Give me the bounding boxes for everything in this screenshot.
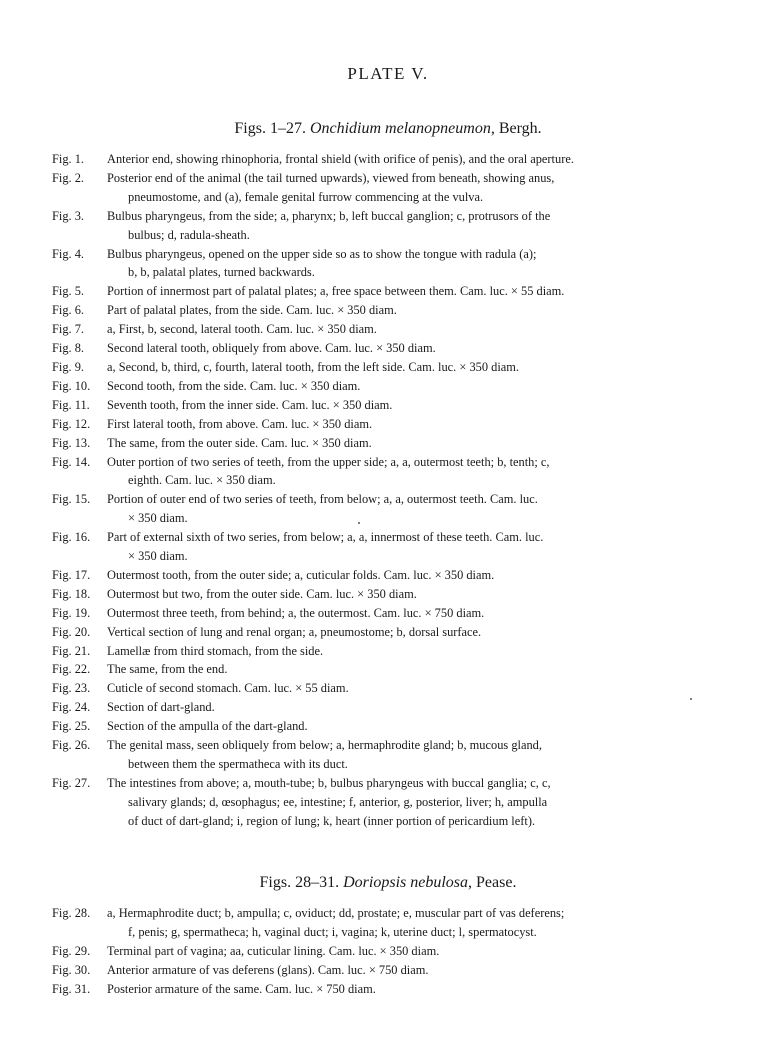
- caption-line: b, b, palatal plates, turned backwards.: [128, 265, 315, 280]
- figure-number: Fig. 25.: [52, 719, 91, 734]
- figure-caption: [52, 774, 724, 831]
- species-name: Doriopsis nebulosa: [343, 874, 469, 891]
- figure-number: Fig. 28.: [52, 906, 91, 920]
- figure-number: Fig. 11.: [52, 397, 90, 412]
- figure-description: [107, 623, 724, 642]
- figure-description: [107, 942, 724, 961]
- figure-caption: [52, 150, 724, 169]
- figure-number: Fig. 6.: [52, 303, 85, 318]
- caption-line: Outermost tooth, from the outer side; a, cuticular folds. Cam. luc. × 350 diam.: [107, 567, 495, 582]
- caption-line: Anterior armature of vas deferens (glans). Cam. luc. × 750 diam.: [107, 962, 429, 977]
- figure-description: [107, 604, 724, 623]
- figure-number: Fig. 1.: [52, 152, 85, 166]
- figure-caption: [52, 566, 724, 585]
- figure-number: Fig. 10.: [52, 378, 91, 393]
- figure-description: [107, 245, 724, 283]
- figure-description: [107, 736, 724, 774]
- figure-description: [107, 566, 724, 585]
- caption-line: a, First, b, second, lateral tooth. Cam. luc. × 350 diam.: [107, 322, 377, 337]
- caption-line: Part of palatal plates, from the side. Cam. luc. × 350 diam.: [107, 303, 397, 318]
- figure-description: [107, 169, 724, 207]
- figure-caption: [52, 453, 724, 491]
- figure-number: Fig. 26.: [52, 738, 91, 753]
- caption-line: Portion of outer end of two series of teeth, from below; a, a, outermost teeth. Cam. luc.: [107, 492, 538, 507]
- figure-description: [107, 301, 724, 320]
- figure-description: [107, 339, 724, 358]
- figure-caption: [52, 245, 724, 283]
- figure-number: Fig. 16.: [52, 530, 91, 545]
- section-title-onchidium: [0, 120, 776, 138]
- section-title-doriopsis: [0, 874, 776, 892]
- figure-caption: [52, 980, 724, 999]
- figure-caption: [52, 434, 724, 453]
- caption-line: Lamellæ from third stomach, from the side.: [107, 643, 324, 658]
- caption-line: Posterior armature of the same. Cam. luc. × 750 diam.: [107, 981, 376, 996]
- figure-caption: [52, 490, 724, 528]
- caption-line: Second tooth, from the side. Cam. luc. × 350 diam.: [107, 378, 361, 393]
- species-name: Onchidium melanopneumon: [309, 120, 491, 137]
- figure-caption: [52, 904, 724, 942]
- figure-description: [107, 207, 724, 245]
- figure-caption: [52, 942, 724, 961]
- caption-line: f, penis; g, spermatheca; h, vaginal duct; i, vagina; k, uterine duct; l, spermatocyst.: [128, 924, 537, 939]
- caption-line: Portion of innermost part of palatal plates; a, free space between them. Cam. luc. × 55 diam.: [107, 284, 565, 299]
- figure-caption: [52, 698, 724, 717]
- caption-line: eighth. Cam. luc. × 350 diam.: [128, 473, 276, 488]
- caption-line: of duct of dart-gland; i, region of lung; k, heart (inner portion of pericardium left).: [128, 813, 536, 828]
- caption-line: Outer portion of two series of teeth, from the upper side; a, a, outermost teeth; b, tenth; c,: [107, 454, 550, 469]
- figure-number: Fig. 24.: [52, 700, 91, 715]
- figure-caption: [52, 736, 724, 774]
- figure-number: Fig. 2.: [52, 170, 85, 185]
- figure-number: Fig. 5.: [52, 284, 85, 299]
- figure-caption: [52, 169, 724, 207]
- figure-description: [107, 961, 724, 980]
- caption-line: First lateral tooth, from above. Cam. luc. × 350 diam.: [107, 416, 373, 431]
- figure-number: Fig. 20.: [52, 624, 91, 639]
- caption-line: Terminal part of vagina; aa, cuticular lining. Cam. luc. × 350 diam.: [107, 943, 440, 958]
- figure-description: [107, 980, 724, 999]
- caption-line: Vertical section of lung and renal organ; a, pneumostome; b, dorsal surface.: [107, 624, 482, 639]
- figure-number: Fig. 17.: [52, 567, 91, 582]
- figure-caption: [52, 282, 724, 301]
- figure-description: [107, 528, 724, 566]
- figure-caption: [52, 396, 724, 415]
- figure-caption: [52, 358, 724, 377]
- caption-line: Outermost three teeth, from behind; a, the outermost. Cam. luc. × 750 diam.: [107, 605, 485, 620]
- figure-description: [107, 642, 724, 661]
- figure-description: [107, 396, 724, 415]
- figure-caption: [52, 679, 724, 698]
- caption-line: Seventh tooth, from the inner side. Cam. luc. × 350 diam.: [107, 397, 393, 412]
- caption-line: pneumostome, and (a), female genital furrow commencing at the vulva.: [128, 189, 484, 204]
- figure-description: [107, 434, 724, 453]
- caption-line: Cuticle of second stomach. Cam. luc. × 55 diam.: [107, 681, 349, 696]
- caption-line: Part of external sixth of two series, from below; a, a, innermost of these teeth. Cam. luc.: [107, 530, 544, 545]
- figure-number: Fig. 21.: [52, 643, 91, 658]
- figure-description: [107, 320, 724, 339]
- caption-line: Section of dart-gland.: [107, 700, 215, 715]
- figure-description: [107, 150, 724, 169]
- figure-number: Fig. 22.: [52, 662, 91, 677]
- caption-line: The genital mass, seen obliquely from below; a, hermaphrodite gland; b, mucous gland,: [107, 738, 542, 753]
- figure-number: Fig. 13.: [52, 435, 91, 450]
- section-figure-range: Figs. 28–31.: [259, 874, 340, 891]
- figure-number: Fig. 15.: [52, 492, 91, 507]
- figure-description: [107, 415, 724, 434]
- print-speck: [690, 698, 692, 700]
- figure-number: Fig. 23.: [52, 681, 91, 696]
- caption-line: a, Second, b, third, c, fourth, lateral tooth, from the left side. Cam. luc. × 350 diam.: [107, 359, 519, 374]
- figure-description: [107, 698, 724, 717]
- species-author: , Pease.: [468, 874, 517, 891]
- figure-caption: [52, 717, 724, 736]
- figure-caption: [52, 377, 724, 396]
- figure-list-onchidium: [52, 150, 724, 831]
- species-author: , Bergh.: [490, 120, 542, 137]
- caption-line: Outermost but two, from the outer side. Cam. luc. × 350 diam.: [107, 586, 417, 601]
- figure-list-doriopsis: [52, 904, 724, 999]
- figure-caption: [52, 660, 724, 679]
- figure-description: [107, 585, 724, 604]
- figure-caption: [52, 623, 724, 642]
- figure-caption: [52, 642, 724, 661]
- print-speck: [358, 522, 360, 524]
- caption-line: Anterior end, showing rhinophoria, frontal shield (with orifice of penis), and the oral aperture.: [107, 152, 574, 166]
- caption-line: × 350 diam.: [128, 549, 188, 564]
- section-figure-range: Figs. 1–27.: [234, 120, 306, 137]
- figure-number: Fig. 27.: [52, 775, 91, 790]
- caption-line: salivary glands; d, œsophagus; ee, intestine; f, anterior, g, posterior, liver; h, ampulla: [128, 794, 548, 809]
- figure-caption: [52, 528, 724, 566]
- figure-caption: [52, 961, 724, 980]
- figure-caption: [52, 585, 724, 604]
- caption-line: Bulbus pharyngeus, opened on the upper side so as to show the tongue with radula (a);: [107, 246, 537, 261]
- figure-number: Fig. 4.: [52, 246, 85, 261]
- figure-number: Fig. 29.: [52, 943, 91, 958]
- caption-line: The same, from the end.: [107, 662, 228, 677]
- plate-title: PLATE V.: [347, 64, 429, 83]
- figure-description: [107, 774, 724, 831]
- figure-description: [107, 660, 724, 679]
- figure-number: Fig. 3.: [52, 208, 85, 223]
- figure-description: [107, 717, 724, 736]
- figure-description: [107, 904, 724, 942]
- figure-number: Fig. 9.: [52, 359, 85, 374]
- figure-number: Fig. 14.: [52, 454, 91, 469]
- figure-caption: [52, 207, 724, 245]
- figure-caption: [52, 301, 724, 320]
- caption-line: The same, from the outer side. Cam. luc. × 350 diam.: [107, 435, 372, 450]
- caption-line: between them the spermatheca with its duct.: [128, 757, 348, 771]
- figure-caption: [52, 415, 724, 434]
- figure-description: [107, 490, 724, 528]
- figure-description: [107, 377, 724, 396]
- figure-caption: [52, 604, 724, 623]
- figure-number: Fig. 18.: [52, 586, 91, 601]
- caption-line: Bulbus pharyngeus, from the side; a, pharynx; b, left buccal ganglion; c, protrusors of the: [107, 208, 551, 223]
- figure-description: [107, 282, 724, 301]
- caption-line: Posterior end of the animal (the tail turned upwards), viewed from beneath, showing anus,: [107, 170, 555, 185]
- caption-line: bulbus; d, radula-sheath.: [128, 227, 250, 242]
- caption-line: a, Hermaphrodite duct; b, ampulla; c, oviduct; dd, prostate; e, muscular part of vas deferens;: [107, 906, 565, 920]
- caption-line: Section of the ampulla of the dart-gland.: [107, 719, 308, 734]
- caption-line: The intestines from above; a, mouth-tube; b, bulbus pharyngeus with buccal ganglia; c, c,: [107, 775, 551, 790]
- figure-description: [107, 679, 724, 698]
- caption-line: Second lateral tooth, obliquely from above. Cam. luc. × 350 diam.: [107, 341, 436, 356]
- figure-number: Fig. 8.: [52, 341, 85, 356]
- figure-number: Fig. 30.: [52, 962, 91, 977]
- caption-line: × 350 diam.: [128, 511, 188, 526]
- figure-caption: [52, 339, 724, 358]
- figure-number: Fig. 7.: [52, 322, 85, 337]
- figure-description: [107, 358, 724, 377]
- figure-description: [107, 453, 724, 491]
- figure-number: Fig. 12.: [52, 416, 91, 431]
- figure-number: Fig. 19.: [52, 605, 91, 620]
- figure-caption: [52, 320, 724, 339]
- figure-number: Fig. 31.: [52, 981, 91, 996]
